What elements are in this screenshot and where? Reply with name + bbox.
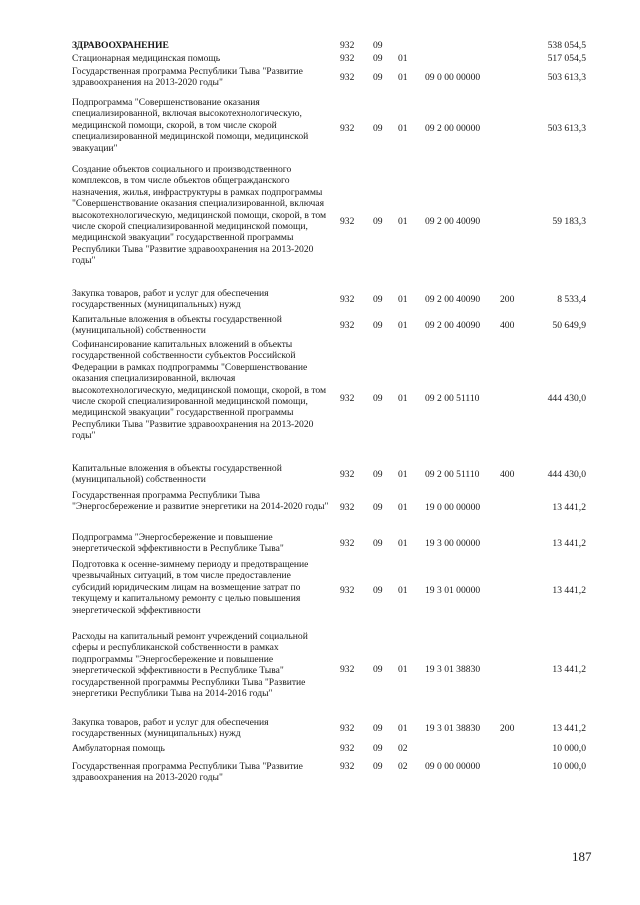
row-section-code: 09: [373, 320, 383, 331]
row-ved-code: 932: [340, 502, 355, 513]
row-subsection-code: 02: [398, 761, 408, 772]
row-ved-code: 932: [340, 538, 355, 549]
row-amount: 13 441,2: [552, 538, 586, 549]
row-name: Подпрограмма "Совершенствование оказания специализированной, включая высокотехнологическую, медицинской помощи, скорой, в том числе скорой специализированной медицинской помощи, медицинской эвакуации": [72, 97, 309, 154]
row-ved-code: 932: [340, 761, 355, 772]
row-amount: 8 533,4: [557, 294, 586, 305]
row-subsection-code: 01: [398, 53, 408, 64]
row-subsection-code: 01: [398, 123, 408, 134]
row-amount: 517 054,5: [547, 53, 586, 64]
row-name: Создание объектов социального и производственного комплексов, в том числе объектов общегражданского назначения, жилья, инфраструктуры в рамках подпрограммы "Совершенствование оказания специализированной, включая высокотехнологическую, медицинской помощи, скорой, в том числе скорой специализированной медицинской помощи, медицинской эвакуации" государственной программы Республики Тыва "Развитие здравоохранения на 2013-2020 годы": [72, 164, 327, 267]
row-subsection-code: 01: [398, 723, 408, 734]
row-name: Подготовка к осенне-зимнему периоду и предотвращение чрезвычайных ситуаций, в том числе предоставление субсидий юридическим лицам на возмещение затрат по текущему и капитальному ремонту с целью повышения энергетической эффективности: [72, 559, 309, 616]
row-section-code: 09: [373, 743, 383, 754]
page-number: 187: [572, 849, 592, 864]
row-section-code: 09: [373, 585, 383, 596]
row-name: Расходы на капитальный ремонт учреждений социальной сферы и республиканской собственности в рамках подпрограммы "Энергосбережение и повышение энергетической эффективности в Республике Тыва" государственной программы Республики Тыва "Развитие энергетики Республики Тыва на 2014-2016 годы": [72, 631, 308, 700]
row-amount: 50 649,9: [552, 320, 586, 331]
row-ved-code: 932: [340, 723, 355, 734]
row-subsection-code: 01: [398, 216, 408, 227]
row-target-article: 09 2 00 40090: [425, 294, 481, 305]
row-name: Государственная программа Республики Тыва "Развитие здравоохранения на 2013-2020 годы": [72, 761, 303, 784]
row-section-code: 09: [373, 723, 383, 734]
row-name: Капитальные вложения в объекты государственной (муниципальной) собственности: [72, 314, 282, 337]
row-target-article: 09 2 00 51110: [425, 469, 480, 480]
row-section-code: 09: [373, 502, 383, 513]
row-subsection-code: 01: [398, 502, 408, 513]
row-subsection-code: 01: [398, 664, 408, 675]
row-ved-code: 932: [340, 469, 355, 480]
row-section-code: 09: [373, 469, 383, 480]
row-ved-code: 932: [340, 53, 355, 64]
row-name: Подпрограмма "Энергосбережение и повышение энергетической эффективности в Республике Тыва": [72, 532, 284, 555]
row-amount: 538 054,5: [547, 40, 586, 51]
row-name: Закупка товаров, работ и услуг для обеспечения государственных (муниципальных) нужд: [72, 717, 269, 740]
row-amount: 59 183,3: [552, 216, 586, 227]
row-expense-type: 400: [500, 320, 515, 331]
row-ved-code: 932: [340, 664, 355, 675]
row-ved-code: 932: [340, 320, 355, 331]
row-expense-type: 200: [500, 723, 515, 734]
row-amount: 444 430,0: [547, 469, 586, 480]
row-amount: 10 000,0: [552, 743, 586, 754]
row-amount: 13 441,2: [552, 664, 586, 675]
row-section-code: 09: [373, 294, 383, 305]
row-amount: 503 613,3: [547, 123, 586, 134]
row-amount: 10 000,0: [552, 761, 586, 772]
row-name: Капитальные вложения в объекты государственной (муниципальной) собственности: [72, 463, 282, 486]
row-name: ЗДРАВООХРАНЕНИЕ: [72, 40, 169, 51]
row-amount: 13 441,2: [552, 723, 586, 734]
row-ved-code: 932: [340, 294, 355, 305]
row-target-article: 09 0 00 00000: [425, 72, 481, 83]
row-target-article: 09 2 00 51110: [425, 393, 480, 404]
row-section-code: 09: [373, 538, 383, 549]
row-name: Стационарная медицинская помощь: [72, 53, 221, 64]
row-subsection-code: 01: [398, 538, 408, 549]
row-name: Закупка товаров, работ и услуг для обеспечения государственных (муниципальных) нужд: [72, 288, 269, 311]
row-target-article: 19 3 00 00000: [425, 538, 481, 549]
row-ved-code: 932: [340, 585, 355, 596]
row-expense-type: 200: [500, 294, 515, 305]
row-target-article: 09 2 00 40090: [425, 320, 481, 331]
row-section-code: 09: [373, 123, 383, 134]
row-section-code: 09: [373, 72, 383, 83]
row-target-article: 19 3 01 38830: [425, 723, 481, 734]
row-subsection-code: 01: [398, 585, 408, 596]
row-name: Государственная программа Республики Тыва "Развитие здравоохранения на 2013-2020 годы": [72, 66, 303, 89]
row-expense-type: 400: [500, 469, 515, 480]
row-section-code: 09: [373, 664, 383, 675]
row-section-code: 09: [373, 393, 383, 404]
row-name: Софинансирование капитальных вложений в объекты государственной собственности субъектов Российской Федерации в рамках подпрограммы "Совершенствование оказания специализированной, включая высокотехнологическую, медицинской помощи, скорой, в том числе скорой специализированной медицинской помощи, медицинской эвакуации" государственной программы Республики Тыва "Развитие здравоохранения на 2013-2020 годы": [72, 339, 327, 442]
row-section-code: 09: [373, 53, 383, 64]
row-name: Государственная программа Республики Тыва "Энергосбережение и развитие энергетики на 2014-2020 годы": [72, 490, 329, 513]
row-ved-code: 932: [340, 393, 355, 404]
row-subsection-code: 02: [398, 743, 408, 754]
row-target-article: 09 2 00 40090: [425, 216, 481, 227]
row-target-article: 19 0 00 00000: [425, 502, 481, 513]
row-ved-code: 932: [340, 72, 355, 83]
row-section-code: 09: [373, 216, 383, 227]
row-target-article: 09 2 00 00000: [425, 123, 481, 134]
row-subsection-code: 01: [398, 320, 408, 331]
row-amount: 503 613,3: [547, 72, 586, 83]
row-ved-code: 932: [340, 743, 355, 754]
row-subsection-code: 01: [398, 72, 408, 83]
row-amount: 13 441,2: [552, 502, 586, 513]
row-ved-code: 932: [340, 216, 355, 227]
row-ved-code: 932: [340, 40, 355, 51]
row-subsection-code: 01: [398, 469, 408, 480]
row-amount: 444 430,0: [547, 393, 586, 404]
row-section-code: 09: [373, 40, 383, 51]
row-subsection-code: 01: [398, 294, 408, 305]
row-section-code: 09: [373, 761, 383, 772]
row-subsection-code: 01: [398, 393, 408, 404]
row-name: Амбулаторная помощь: [72, 743, 165, 754]
row-target-article: 09 0 00 00000: [425, 761, 481, 772]
row-ved-code: 932: [340, 123, 355, 134]
row-target-article: 19 3 01 00000: [425, 585, 481, 596]
row-amount: 13 441,2: [552, 585, 586, 596]
row-target-article: 19 3 01 38830: [425, 664, 481, 675]
